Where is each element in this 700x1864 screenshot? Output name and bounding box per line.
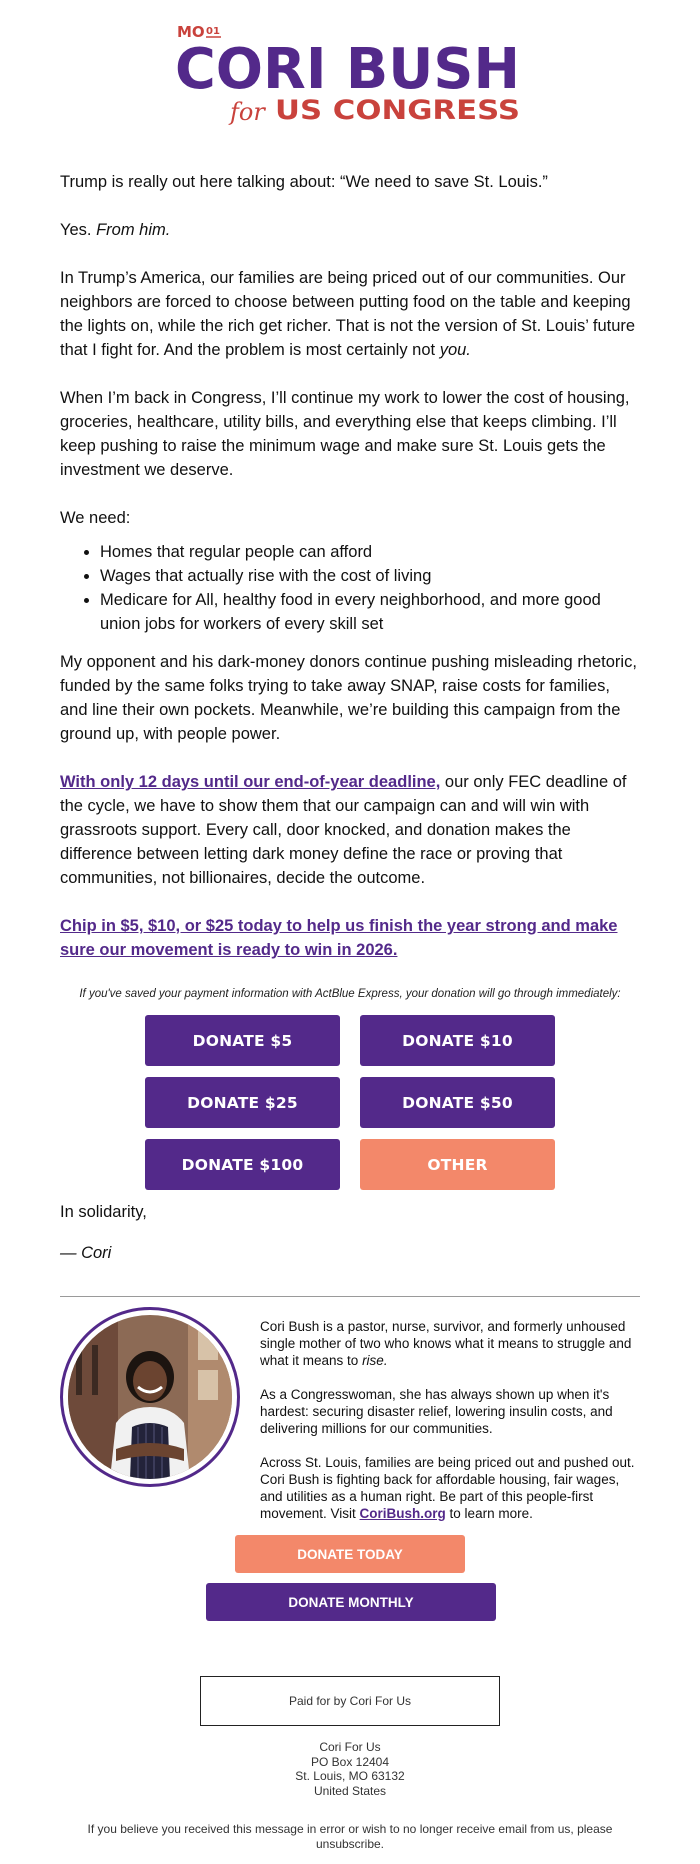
paragraph-trumps-america [60,266,640,362]
trumps-america-text: In Trump’s America, our families are being priced out of our communities. Our neighbors are forced to choose between putting food on the table and keeping the lights on, while the rich get richer. That is not the version of St. Louis’ future that I fight for. And the problem is most certainly not [60,269,636,359]
donate-25-button[interactable]: DONATE $25 [145,1077,340,1128]
donate-100-button[interactable]: DONATE $100 [145,1139,340,1190]
candidate-bio [260,1318,645,1539]
paragraph-trump-quote: Trump is really out here talking about: “We need to save St. Louis.” [60,173,548,191]
deadline-link[interactable]: With only 12 days until our end-of-year deadline, [60,773,441,791]
paragraph-yes-from-him [60,218,640,242]
donate-50-button[interactable]: DONATE $50 [360,1077,555,1128]
needs-list [60,540,640,636]
list-item: • Wages that actually rise with the cost of living [100,564,640,588]
donate-monthly-button[interactable]: DONATE MONTHLY [206,1583,496,1621]
paragraph-deadline [60,770,640,890]
paid-for-disclaimer [200,1676,500,1726]
candidate-portrait [60,1307,240,1487]
logo-state-tag: MO [177,23,205,41]
donate-10-button[interactable]: DONATE $10 [360,1015,555,1066]
donate-today-button[interactable]: DONATE TODAY [235,1535,465,1573]
actblue-express-note: If you've saved your payment information with ActBlue Express, your donation will go through immediately: [79,988,621,1000]
you-text: you. [439,341,471,359]
logo-for-script: for [230,98,265,126]
mailing-address [200,1740,500,1798]
paragraph-opponent: My opponent and his dark-money donors continue pushing misleading rhetoric, funded by the same folks trying to take away SNAP, raise costs for families, and line their own pockets. Meanwhile, we’re building this campaign from the ground up, with people power. [60,653,637,743]
closing-text: In solidarity, [60,1203,147,1221]
footer-divider [60,1296,640,1297]
paid-for-text: Paid for by Cori For Us [288,1694,412,1708]
list-item: • Medicare for All, healthy food in every neighborhood, and more good union jobs for workers of every skill set [100,588,640,636]
bio-paragraph [260,1454,645,1522]
signature-text: — Cori [60,1244,112,1262]
paragraph-back-in-congress: When I’m back in Congress, I’ll continue my work to lower the cost of housing, groceries, healthcare, utility bills, and everything else that keeps climbing. I’ll keep pushing to raise the minimum wage and make sure St. Louis gets the investment we deserve. [60,389,630,479]
address-line: Cori For Us [319,1740,381,1754]
unsubscribe-link[interactable]: unsubscribe. [315,1836,385,1851]
bio-3-text: Across St. Louis, families are being priced out and pushed out. Cori Bush is fighting back for affordable housing, fair wages, and utilities as a human right. Be part of this people-first movement. Visit [260,1455,635,1521]
from-him-text: From him. [96,221,171,239]
yes-text: Yes. [60,221,97,239]
rise-text: rise. [362,1353,388,1368]
chip-in-link[interactable]: Chip in $5, $10, or $25 today to help us finish the year strong and make sure our movement is ready to win in 2026. [60,917,618,959]
address-line: United States [313,1783,387,1798]
paragraph-chip-in [60,914,640,962]
address-line: St. Louis, MO 63132 [295,1769,405,1783]
bio-1-text: Cori Bush is a pastor, nurse, survivor, and formerly unhoused single mother of two who knows what it means to struggle and what it means to [260,1319,632,1368]
donate-other-button[interactable]: OTHER [360,1139,555,1190]
address-line: PO Box 12404 [310,1754,390,1769]
bio-3-end: to learn more. [445,1506,533,1521]
logo-district-tag: 01 [206,26,220,37]
paragraph-we-need: We need: [60,509,131,527]
portrait-illustration [68,1315,232,1479]
bio-paragraph: As a Congresswoman, she has always shown up when it's hardest: securing disaster relief, lowering insulin costs, and delivering millions for our communities. [260,1387,613,1436]
donate-5-button[interactable]: DONATE $5 [145,1015,340,1066]
unsubscribe-notice [70,1822,630,1851]
deadline-text: our only FEC deadline of the cycle, we have to show them that our campaign can and will win with grassroots support. Every call, door knocked, and donation makes the difference between letting dark money define the race or proving that communities, not billionaires, decide the outcome. [60,773,627,887]
list-item: • Homes that regular people can afford [100,540,640,564]
email-body [60,170,640,986]
bio-paragraph [260,1318,645,1369]
campaign-logo [175,22,525,132]
coribush-org-link[interactable]: CoriBush.org [359,1506,446,1521]
logo-office: US CONGRESS [275,95,520,126]
logo-name: CORI BUSH [175,37,520,102]
unsubscribe-text: If you believe you received this message in error or wish to no longer receive email from us, please [87,1822,613,1836]
